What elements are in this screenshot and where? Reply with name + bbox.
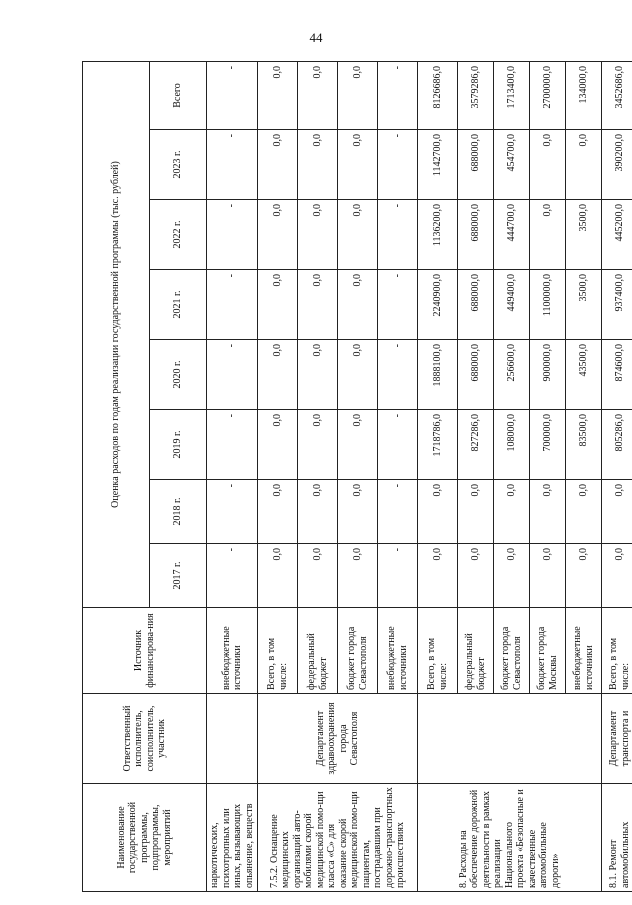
value-cell: 1713400,0 xyxy=(494,62,530,130)
value-cell: - xyxy=(378,480,418,544)
value-cell: 0,0 xyxy=(458,480,494,544)
value-cell: 0,0 xyxy=(530,544,566,608)
value-cell: 0,0 xyxy=(418,480,458,544)
funding-source: Всего, в том числе: xyxy=(602,608,632,694)
value-cell: - xyxy=(207,62,258,130)
value-cell: - xyxy=(207,480,258,544)
value-cell: 0,0 xyxy=(298,340,338,410)
value-cell: 444700,0 xyxy=(494,200,530,270)
budget-table-rotated xyxy=(82,62,631,892)
item-name: 7.5.2. Оснащение медицинских организаций авто-мобилями скорой медицинской помо-щи класса «С» для оказание скорой медицинской помо-щи пациентам, пострадавшим при дорожно-транспортных происшествиях xyxy=(258,784,418,892)
value-cell: - xyxy=(207,544,258,608)
value-cell: 445200,0 xyxy=(602,200,632,270)
value-cell: 3500,0 xyxy=(566,270,602,340)
funding-source: внебюджетные источники xyxy=(378,608,418,694)
value-cell: 454700,0 xyxy=(494,130,530,200)
value-cell: - xyxy=(378,544,418,608)
item-executor xyxy=(418,694,602,784)
value-cell: - xyxy=(378,200,418,270)
header-year: 2021 г. xyxy=(150,270,207,340)
value-cell: - xyxy=(378,410,418,480)
value-cell: 0,0 xyxy=(298,62,338,130)
header-year: 2022 г. xyxy=(150,200,207,270)
funding-source: Всего, в том числе: xyxy=(258,608,298,694)
funding-source: Всего, в том числе: xyxy=(418,608,458,694)
value-cell: 0,0 xyxy=(338,270,378,340)
value-cell: 874600,0 xyxy=(602,340,632,410)
value-cell: 0,0 xyxy=(338,480,378,544)
value-cell: 2700000,0 xyxy=(530,62,566,130)
value-cell: 134000,0 xyxy=(566,62,602,130)
value-cell: 3500,0 xyxy=(566,200,602,270)
table-row xyxy=(418,62,458,892)
page-number: 44 xyxy=(309,30,323,45)
value-cell: 0,0 xyxy=(258,480,298,544)
item-executor: Департамент транспорта и xyxy=(602,694,632,784)
value-cell: 0,0 xyxy=(338,544,378,608)
value-cell: 0,0 xyxy=(338,130,378,200)
value-cell: 0,0 xyxy=(530,480,566,544)
header-estimate: Оценка расходов по годам реализации государственной программы (тыс. рублей) xyxy=(83,62,150,608)
value-cell: 688000,0 xyxy=(458,130,494,200)
header-year: 2020 г. xyxy=(150,340,207,410)
table-row xyxy=(602,62,632,892)
header-year: 2023 г. xyxy=(150,130,207,200)
value-cell: - xyxy=(378,270,418,340)
value-cell: 0,0 xyxy=(338,200,378,270)
value-cell: 0,0 xyxy=(298,200,338,270)
value-cell: 805286,0 xyxy=(602,410,632,480)
header-name: Наименование государственной программы, подпрограммы, мероприятий xyxy=(83,784,207,892)
value-cell: 0,0 xyxy=(418,544,458,608)
header-year: 2017 г. xyxy=(150,544,207,608)
value-cell: 700000,0 xyxy=(530,410,566,480)
header-total: Всего xyxy=(150,62,207,130)
value-cell: 0,0 xyxy=(458,544,494,608)
funding-source: бюджет города Севастополя xyxy=(338,608,378,694)
value-cell: - xyxy=(378,62,418,130)
funding-source: бюджет города Москвы xyxy=(530,608,566,694)
value-cell: - xyxy=(207,340,258,410)
value-cell: 1142700,0 xyxy=(418,130,458,200)
value-cell: 0,0 xyxy=(494,544,530,608)
value-cell: 0,0 xyxy=(338,340,378,410)
value-cell: 256600,0 xyxy=(494,340,530,410)
value-cell: 3452686,0 xyxy=(602,62,632,130)
value-cell: 0,0 xyxy=(258,62,298,130)
value-cell: - xyxy=(378,130,418,200)
value-cell: 43500,0 xyxy=(566,340,602,410)
value-cell: 0,0 xyxy=(258,200,298,270)
value-cell: 0,0 xyxy=(602,544,632,608)
value-cell: 390200,0 xyxy=(602,130,632,200)
header-year: 2018 г. xyxy=(150,480,207,544)
value-cell: 0,0 xyxy=(258,544,298,608)
value-cell: 0,0 xyxy=(566,480,602,544)
value-cell: 0,0 xyxy=(530,200,566,270)
item-name: наркотических, психотропных или иных, вызывающих опьянение, веществ xyxy=(207,784,258,892)
item-name: 8. Расходы на обеспечение дорожной деятельности в рамках реализации Национального проекта «Безопасные и качественные автомобильные дороги» xyxy=(418,784,602,892)
value-cell: 688000,0 xyxy=(458,270,494,340)
value-cell: - xyxy=(207,130,258,200)
value-cell: 1888100,0 xyxy=(418,340,458,410)
value-cell: 0,0 xyxy=(258,130,298,200)
funding-source: внебюджетные источники xyxy=(207,608,258,694)
table-body xyxy=(207,62,632,892)
value-cell: 108000,0 xyxy=(494,410,530,480)
value-cell: 0,0 xyxy=(298,544,338,608)
value-cell: - xyxy=(207,410,258,480)
value-cell: 827286,0 xyxy=(458,410,494,480)
value-cell: 83500,0 xyxy=(566,410,602,480)
value-cell: 937400,0 xyxy=(602,270,632,340)
funding-source: внебюджетные источники xyxy=(566,608,602,694)
value-cell: 449400,0 xyxy=(494,270,530,340)
value-cell: - xyxy=(207,200,258,270)
value-cell: 0,0 xyxy=(298,480,338,544)
value-cell: 900000,0 xyxy=(530,340,566,410)
value-cell: 0,0 xyxy=(530,130,566,200)
value-cell: 0,0 xyxy=(338,410,378,480)
item-name: 8.1. Ремонт автомобильных xyxy=(602,784,632,892)
value-cell: 0,0 xyxy=(258,340,298,410)
value-cell: 0,0 xyxy=(338,62,378,130)
value-cell: 0,0 xyxy=(258,410,298,480)
value-cell: 2240900,0 xyxy=(418,270,458,340)
value-cell: - xyxy=(207,270,258,340)
value-cell: 0,0 xyxy=(566,544,602,608)
value-cell: 1100000,0 xyxy=(530,270,566,340)
table-row xyxy=(258,62,298,892)
value-cell: 688000,0 xyxy=(458,340,494,410)
funding-source: федеральный бюджет xyxy=(298,608,338,694)
value-cell: 8126686,0 xyxy=(418,62,458,130)
funding-source: бюджет города Севастополя xyxy=(494,608,530,694)
item-executor xyxy=(207,694,258,784)
value-cell: 0,0 xyxy=(602,480,632,544)
value-cell: 1136200,0 xyxy=(418,200,458,270)
value-cell: 3579286,0 xyxy=(458,62,494,130)
budget-table xyxy=(82,61,632,892)
value-cell: 1718786,0 xyxy=(418,410,458,480)
value-cell: 0,0 xyxy=(298,410,338,480)
value-cell: 0,0 xyxy=(298,270,338,340)
value-cell: - xyxy=(378,340,418,410)
value-cell: 0,0 xyxy=(494,480,530,544)
value-cell: 688000,0 xyxy=(458,200,494,270)
value-cell: 0,0 xyxy=(258,270,298,340)
header-source: Источник финансирова-ния xyxy=(83,608,207,694)
funding-source: федеральный бюджет xyxy=(458,608,494,694)
header-executor: Ответственный исполнитель, соисполнитель, участник xyxy=(83,694,207,784)
header-year: 2019 г. xyxy=(150,410,207,480)
item-executor: Департамент здравоохранения города Севастополя xyxy=(258,694,418,784)
value-cell: 0,0 xyxy=(566,130,602,200)
table-row xyxy=(207,62,258,892)
value-cell: 0,0 xyxy=(298,130,338,200)
